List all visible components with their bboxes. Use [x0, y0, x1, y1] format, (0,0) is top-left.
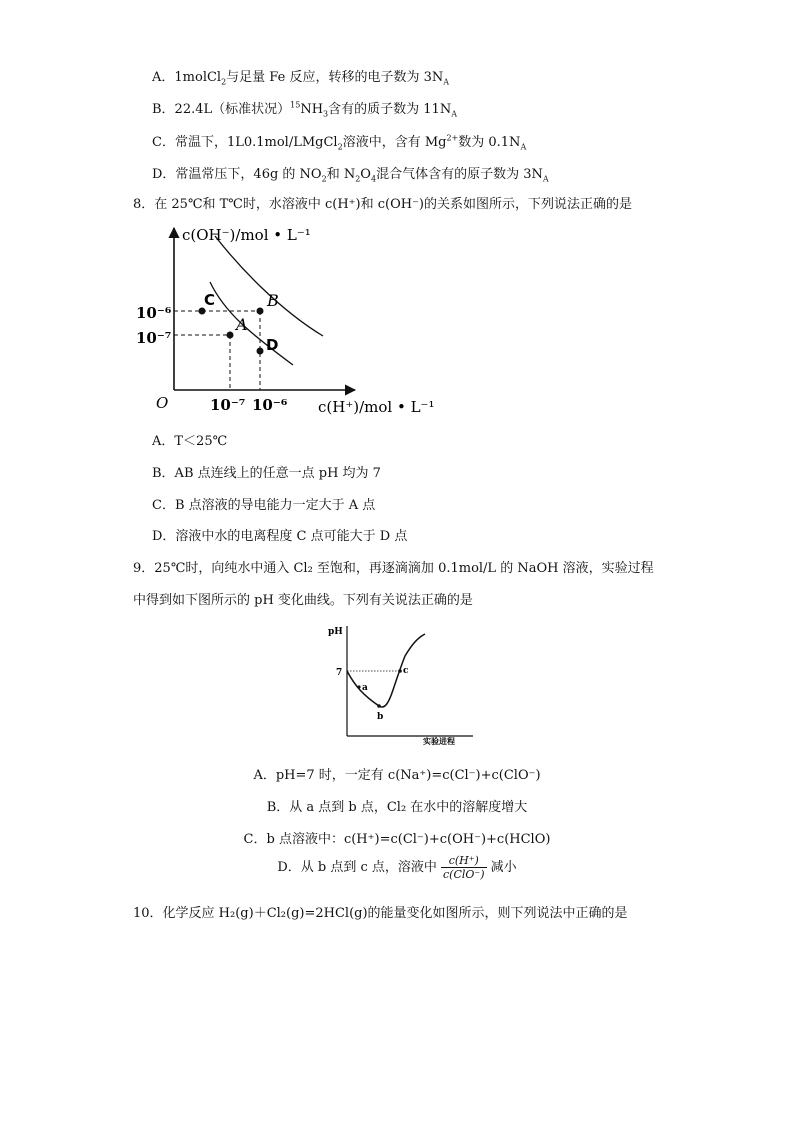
- q9-option-c: C．b 点溶液中：c(H⁺)=c(Cl⁻)+c(OH⁻)+c(HClO): [243, 832, 551, 847]
- q8-stem: 8．在 25℃和 T℃时，水溶液中 c(H⁺)和 c(OH⁻)的关系如图所示，下列说法正确的是: [133, 197, 633, 212]
- fig1-xtick-hi: 10⁻⁶: [252, 396, 288, 414]
- fig1-y-label: c(OH⁻)/mol • L⁻¹: [182, 226, 311, 244]
- q8-option-a: A．T＜25℃: [152, 434, 228, 449]
- q9-option-d-fraction: $\frac{c(H^+)}{\text{c(ClO⁻)}}$: [443, 854, 485, 881]
- fig1-ytick-hi: 10⁻⁶: [136, 304, 172, 322]
- fig2-tick-7: 7: [336, 668, 343, 678]
- q7-option-d: D．常温常压下，46g 的 $NO_2$和 $N_2O_4$混合气体含有的原子数为 $3N_A$: [152, 167, 549, 184]
- point-B-marker: [257, 308, 264, 315]
- fig2-point-c: c: [403, 666, 409, 676]
- curve-25c: [210, 282, 293, 365]
- fig1-point-C: C: [204, 291, 216, 309]
- fig1-x-label: c(H⁺)/mol • L⁻¹: [318, 398, 435, 416]
- q10-stem: 10．化学反应 H₂(g)＋Cl₂(g)=2HCl(g)的能量变化如图所示，则下列说法中正确的是: [133, 906, 628, 921]
- fig1-point-A: A: [236, 315, 248, 334]
- ph-curve: [347, 634, 425, 707]
- q9-stem-line2: 中得到如下图所示的 pH 变化曲线。下列有关说法正确的是: [133, 593, 473, 608]
- figure-water-ionization: [130, 218, 440, 418]
- q9-option-a: A．pH=7 时，一定有 c(Na⁺)=c(Cl⁻)+c(ClO⁻): [253, 768, 541, 783]
- q9-option-b: B．从 a 点到 b 点，Cl₂ 在水中的溶解度增大: [266, 800, 528, 815]
- fig2-point-a: a: [362, 683, 368, 693]
- figure-ph-curve: [323, 620, 483, 750]
- q8-option-c: C．B 点溶液的导电能力一定大于 A 点: [152, 498, 376, 513]
- q7-option-a: A．1molCl$_2$与足量 Fe 反应，转移的电子数为 $3N_A$: [152, 70, 449, 87]
- fig2-point-b: b: [377, 712, 384, 722]
- q7-option-c: C．常温下，1L0.1mol/LMgCl$_2$溶液中，含有 $Mg^{2+}$数为 $0.1N_A$: [152, 133, 527, 152]
- fig2-y-label: pH: [328, 627, 343, 637]
- q9-option-d: D．从 b 点到 c 点，溶液中 $\frac{c(H^+)}{\text{c(ClO⁻)}}$ 减小: [277, 854, 517, 881]
- q8-option-d: D．溶液中水的电离程度 C 点可能大于 D 点: [152, 529, 408, 544]
- fig2-x-label: 实验进程: [423, 737, 455, 746]
- curve-t: [215, 236, 323, 336]
- point-A-marker: [227, 332, 234, 339]
- fig1-ytick-lo: 10⁻⁷: [136, 329, 172, 347]
- q8-option-b: B．AB 点连线上的任意一点 pH 均为 7: [152, 466, 381, 481]
- fig1-origin: O: [156, 394, 169, 412]
- q9-stem-line1: 9．25℃时，向纯水中通入 Cl₂ 至饱和，再逐滴滴加 0.1mol/L 的 NaOH 溶液，实验过程: [133, 561, 654, 576]
- fig1-point-D: D: [266, 336, 279, 354]
- fig1-xtick-lo: 10⁻⁷: [210, 396, 246, 414]
- fig1-point-B: B: [267, 291, 279, 310]
- point-D-marker: [257, 348, 264, 355]
- q7-option-b: B．22.4L（标准状况）$^{15}NH_3$含有的质子数为 $11N_A$: [152, 100, 457, 119]
